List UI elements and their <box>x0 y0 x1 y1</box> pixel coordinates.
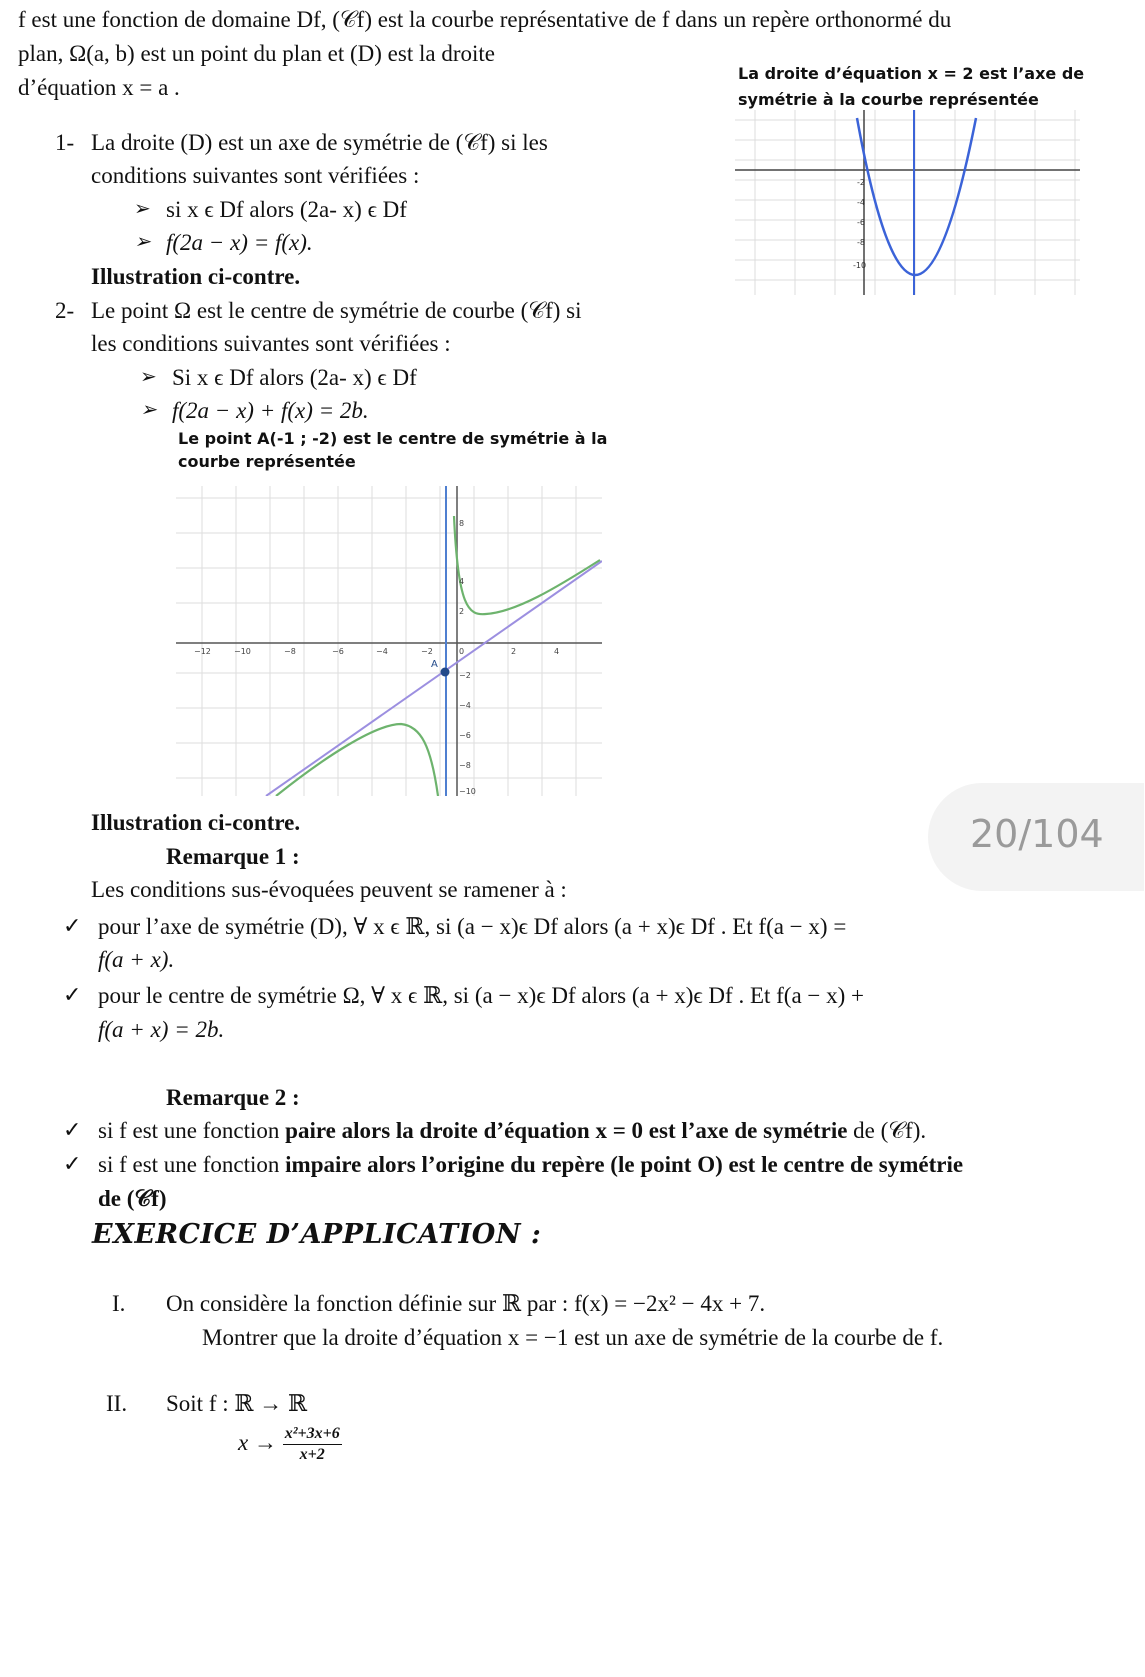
y-tick: 8 <box>459 519 465 528</box>
remarque1-item-2-line-1: ✓ pour le centre de symétrie Ω, ∀ x ϵ ℝ, si (a − x)ϵ Df alors (a + x)ϵ Df . Et f(a − x) + <box>98 982 864 1011</box>
remarque2-item-2 <box>98 1151 963 1180</box>
remarque2-item-1 <box>98 1117 926 1146</box>
graph2-caption-line-1: Le point A(-1 ; -2) est le centre de symétrie à la <box>178 429 608 448</box>
fraction-denominator: x+2 <box>299 1446 325 1463</box>
svg-text:-10: -10 <box>853 261 867 270</box>
section2-line-2: les conditions suivantes sont vérifiées : <box>91 331 451 356</box>
section1-line-1: La droite (D) est un axe de symétrie de (𝒞f) si les <box>91 130 548 155</box>
svg-text:-4: -4 <box>857 198 865 207</box>
section1-bullet-1: ➢ si x ϵ Df alors (2a- x) ϵ Df <box>166 196 407 225</box>
section2-illustration: Illustration ci-contre. <box>91 810 301 835</box>
y-tick: −2 <box>459 671 471 680</box>
remarque2-title: Remarque 2 : <box>166 1085 300 1110</box>
exercise-part2-map-arrow: x → <box>238 1429 277 1455</box>
x-tick: −2 <box>421 647 433 656</box>
section1-bullet-2: ➢ f(2a − x) = f(x). <box>166 229 313 258</box>
remarque2-item-1-c: de (𝒞f). <box>847 1118 927 1143</box>
curve-right-branch <box>454 516 600 614</box>
y-tick: −8 <box>459 761 471 770</box>
x-tick: −4 <box>376 647 388 656</box>
x-tick: 2 <box>511 647 517 656</box>
y-tick: 4 <box>459 577 465 586</box>
exercise-part1-number: I. <box>112 1291 126 1316</box>
parabola-graph <box>735 110 1080 295</box>
x-tick: −10 <box>234 647 251 656</box>
remarque2-item-1-a: si f est une fonction <box>98 1118 286 1143</box>
x-tick: 0 <box>459 647 465 656</box>
graph2-caption-line-2: courbe représentée <box>178 452 356 471</box>
remarque2-item-2-a: si f est une fonction <box>98 1152 286 1177</box>
point-a-marker <box>441 668 450 677</box>
intro-line-3: d’équation x = a . <box>18 75 180 100</box>
oblique-asymptote <box>266 561 602 796</box>
graph1-caption-line-1: La droite d’équation x = 2 est l’axe de <box>738 64 1085 83</box>
remarque1-intro: Les conditions sus-évoquées peuvent se ramener à : <box>91 877 567 902</box>
remarque2-item-2-b: impaire alors l’origine du repère (le point O) est le centre de symétrie <box>285 1152 964 1177</box>
section2-bullet-1: ➢ Si x ϵ Df alors (2a- x) ϵ Df <box>172 364 417 393</box>
section1-line-2: conditions suivantes sont vérifiées : <box>91 163 420 188</box>
point-a-label: A <box>431 659 438 670</box>
section1-number: 1- <box>55 130 75 155</box>
y-tick: −4 <box>459 701 471 710</box>
remarque1-item-2-line-2: f(a + x) = 2b. <box>98 1017 225 1042</box>
exercise-title: EXERCICE D’APPLICATION : <box>92 1219 542 1250</box>
x-tick: 4 <box>554 647 560 656</box>
svg-text:-8: -8 <box>857 238 865 247</box>
exercise-part2-mapping <box>238 1424 342 1465</box>
section2-line-1: Le point Ω est le centre de symétrie de courbe (𝒞f) si <box>91 298 582 323</box>
remarque2-item-2-c: de (𝒞f) <box>98 1186 167 1211</box>
exercise-part1-line-2: Montrer que la droite d’équation x = −1 est un axe de symétrie de la courbe de f. <box>202 1325 944 1350</box>
page-counter-badge <box>928 783 1144 891</box>
x-tick: −6 <box>332 647 344 656</box>
remarque2-item-1-b: paire alors la droite d’équation x = 0 est l’axe de symétrie <box>285 1118 848 1143</box>
section1-illustration: Illustration ci-contre. <box>91 264 301 289</box>
svg-text:-2: -2 <box>857 178 865 187</box>
y-tick: 2 <box>459 607 465 616</box>
graph1-caption-line-2: symétrie à la courbe représentée <box>738 90 1039 109</box>
intro-line-1: f est une fonction de domaine Df, (𝒞f) est la courbe représentative de f dans un repère orthonormé du <box>18 7 952 32</box>
fraction-numerator: x²+3x+6 <box>283 1424 342 1445</box>
exercise-part1-line-1: On considère la fonction définie sur ℝ par : f(x) = −2x² − 4x + 7. <box>166 1291 766 1316</box>
intro-line-2: plan, Ω(a, b) est un point du plan et (D) est la droite <box>18 41 495 66</box>
curve-left-branch <box>276 724 438 796</box>
exercise-part2-number: II. <box>106 1391 128 1416</box>
y-tick: −6 <box>459 731 471 740</box>
y-tick: −10 <box>459 787 476 796</box>
exercise-part2-fraction <box>283 1424 342 1465</box>
remarque1-title: Remarque 1 : <box>166 844 300 869</box>
x-tick: −8 <box>284 647 296 656</box>
section2-bullet-2: ➢ f(2a − x) + f(x) = 2b. <box>172 397 369 426</box>
exercise-part2-line-1: Soit f : ℝ → ℝ <box>166 1391 308 1416</box>
svg-text:-6: -6 <box>857 218 865 227</box>
hyperbola-graph <box>176 486 602 796</box>
section2-number: 2- <box>55 298 75 323</box>
remarque1-item-1-line-2: f(a + x). <box>98 947 175 972</box>
x-tick: −12 <box>194 647 211 656</box>
page-counter-text: 20/104 <box>970 812 1104 856</box>
remarque1-item-1-line-1: ✓ pour l’axe de symétrie (D), ∀ x ϵ ℝ, si (a − x)ϵ Df alors (a + x)ϵ Df . Et f(a − x) = <box>98 913 846 942</box>
